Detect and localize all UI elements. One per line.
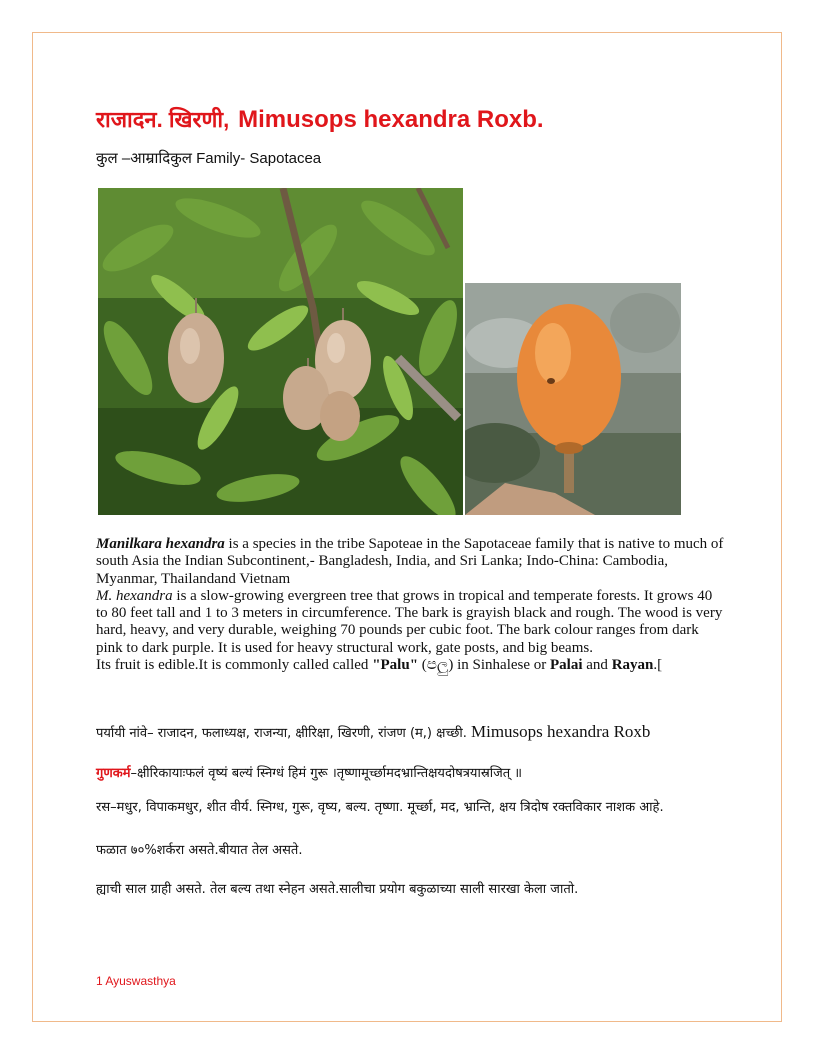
palai-name: Palai bbox=[550, 657, 583, 674]
rayan-name: Rayan bbox=[611, 657, 654, 674]
rasa-line: रस–मधुर, विपाकमधुर, शीत वीर्य. स्निग्ध, गुरू, वृष्य, बल्य. तृष्णा. मूर्च्छा, मद, भ्रान्ति, क्षय त्रिदोष रक्तविकार नाशक आहे. bbox=[96, 800, 664, 815]
gunakarma-label: गुणकर्म bbox=[96, 766, 131, 781]
species-name: Manilkara hexandra bbox=[96, 536, 225, 552]
palu-name: "Palu" bbox=[372, 657, 419, 674]
page-title bbox=[96, 98, 544, 135]
species-abbrev: M. hexandra bbox=[96, 587, 173, 604]
title-devanagari: राजादन. खिरणी, bbox=[96, 107, 230, 132]
synonyms-line: पर्यायी नांवे– राजादन, फलाध्यक्ष, राजन्या, क्षीरिक्षा, खिरणी, रांजण (म,) क्षच्छी. Mimusops hexandra Roxb bbox=[96, 722, 651, 741]
intro-paragraph: Manilkara hexandra is a species in the tribe Sapoteae in the Sapotaceae family that is native to much of south Asia the Indian Subcontinent,- Bangladesh, India, and Sri Lanka; Indo-China: Cambodia, Myanmar, Thailandand Vietnam bbox=[96, 536, 724, 587]
synonyms-latin: Mimusops hexandra Roxb bbox=[470, 722, 651, 741]
fruit-sugar-note: फळात ७०%शर्करा असते.बीयात तेल असते. bbox=[96, 843, 303, 858]
bark-note: ह्याची साल ग्राही असते. तेल बल्य तथा स्नेहन असते.सालीचा प्रयोग बकुळाच्या साली सारखा केला जातो. bbox=[96, 882, 579, 897]
description-paragraph: M. hexandra is a slow-growing evergreen tree that grows in tropical and temperate forests. It grows 40 to 80 feet tall and 1 to 3 meters in circumference. The bark is grayish black and rough. The wood is very hard, heavy, and very durable, weighing 70 pounds per cubic foot. The bark colour ranges from dark pink to dark purple. It is used for heavy structural work, gate posts, and big beams. bbox=[96, 587, 723, 656]
single-fruit-photo bbox=[465, 283, 681, 515]
family-line: कुल –आम्रादिकुल Family- Sapotacea bbox=[96, 150, 322, 167]
english-description bbox=[96, 536, 726, 674]
gunakarma-line: गुणकर्म–क्षीरिकायाःफलं वृष्यं बल्यं स्निग्धं हिमं गुरू ।तृष्णामूर्च्छामदभ्रान्तिक्षयदोषत्रयास्रजित् ॥ bbox=[96, 766, 523, 781]
title-latin: Mimusops hexandra Roxb. bbox=[238, 106, 544, 133]
tree-fruit-photo bbox=[98, 188, 463, 515]
page-footer: 1 Ayuswasthya bbox=[96, 974, 176, 988]
page-border bbox=[32, 32, 782, 1022]
fruit-paragraph: Its fruit is edible.It is commonly called called "Palu" (පලු) in Sinhalese or Palai and Rayan.[ bbox=[96, 657, 663, 674]
